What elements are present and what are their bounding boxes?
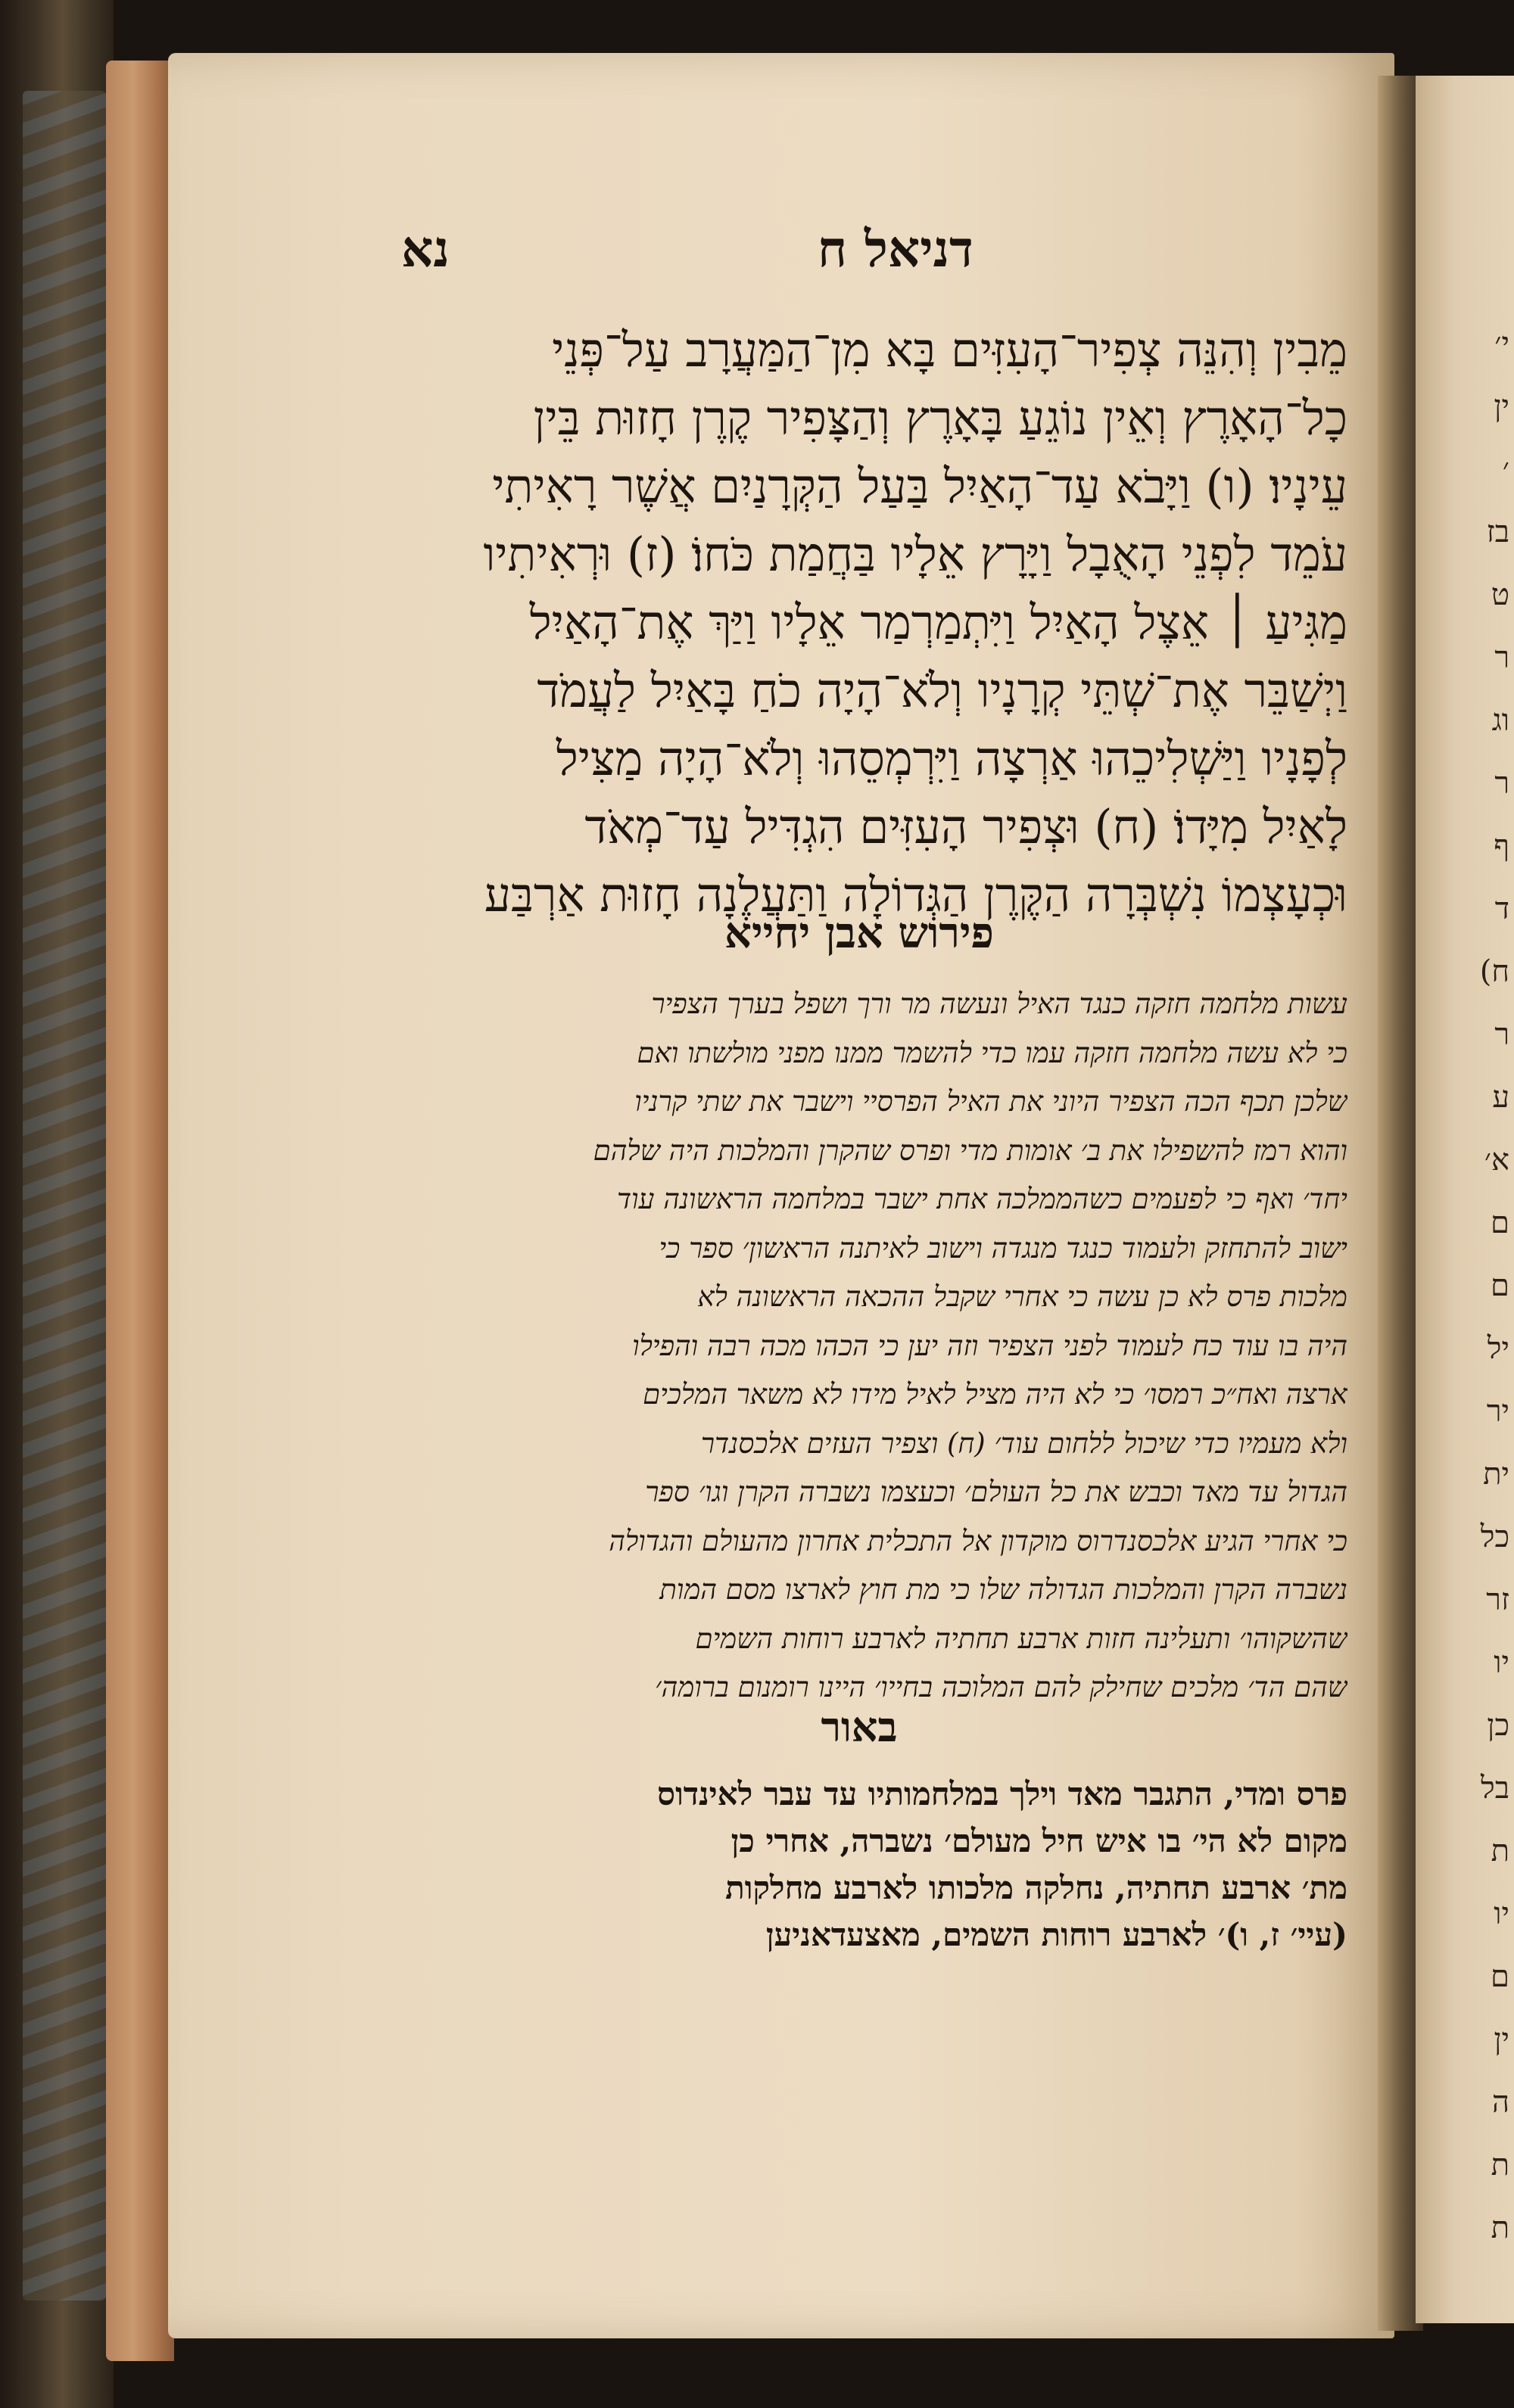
beur-title: באור xyxy=(821,1703,898,1751)
book-cover-left xyxy=(0,0,114,2408)
scripture-line: לָאַיִל מִיָּדוֹ׃ (ח) וּצְפִיר הָעִזִּים הִגְדִּיל עַד־מְאֹד xyxy=(584,799,1347,854)
commentary-line: יחד׳ ואף כי לפעמים כשהממלכה אחת ישבר במלחמה הראשונה עוד xyxy=(616,1183,1347,1215)
beur-line: פרס ומדי, התגבר מאד וילך במלחמותיו עד עבר לאינדוס xyxy=(657,1775,1347,1812)
commentary-title: פירוש אבן יחייא xyxy=(724,908,994,958)
facing-page-fragment: כן xyxy=(1487,1708,1509,1743)
commentary-line: ארצה ואח״כ רמסו׳ כי לא היה מציל לאיל מידו לא משאר המלכים xyxy=(643,1378,1347,1411)
facing-page-fragment: ט xyxy=(1491,577,1509,612)
facing-page-fragment: יו xyxy=(1494,1896,1509,1931)
commentary-line: כי לא עשה מלחמה חזקה עמו כדי להשמר ממנו מפני מולשתו ואם xyxy=(637,1036,1347,1069)
marbled-cover-pattern xyxy=(23,91,106,2301)
facing-page-fragment: בל xyxy=(1481,1771,1509,1806)
facing-page-fragment: ת xyxy=(1491,1834,1509,1868)
facing-page-fragment: ם xyxy=(1491,1206,1509,1240)
commentary-line: והוא רמז להשפילו את ב׳ אומות מדי ופרס שהקרן והמלכות היה שלהם xyxy=(593,1134,1347,1167)
facing-page-fragment: ין xyxy=(1494,389,1509,424)
facing-page-fragment: ר xyxy=(1494,640,1509,675)
page-header xyxy=(227,219,1363,288)
scripture-line: לְפָנָיו וַיַּשְׁלִיכֵהוּ אַרְצָה וַיִּרְמְסֵהוּ וְלֹא־הָיָה מַצִּיל xyxy=(556,731,1347,786)
commentary-line: מלכות פרס לא כן עשה כי אחרי שקבל ההכאה הראשונה לא xyxy=(697,1280,1347,1313)
facing-page-fragment: ית xyxy=(1483,1457,1509,1492)
scripture-line: עֹמֵד לִפְנֵי הָאֻבָל וַיָּרָץ אֵלָיו בַּחֲמַת כֹּחוֹ׃ (ז) וּרְאִיתִיו xyxy=(483,527,1347,582)
facing-page-fragment: ת xyxy=(1491,2148,1509,2182)
running-title: דניאל ח xyxy=(818,219,974,278)
scripture-text xyxy=(371,316,1347,929)
facing-page-fragment: כל xyxy=(1480,1520,1509,1554)
beur-line: מת׳ ארבע תחתיה, נחלקה מלכותו לארבע מחלקות xyxy=(725,1869,1347,1906)
facing-page-fragment: יל xyxy=(1487,1331,1509,1366)
facing-page-fragment: ם xyxy=(1491,1959,1509,1994)
facing-page-fragment: זר xyxy=(1486,1582,1509,1617)
scripture-line: כָל־הָאָרֶץ וְאֵין נוֹגֵעַ בָּאָרֶץ וְהַצָּפִיר קֶרֶן חָזוּת בֵּין xyxy=(533,390,1347,446)
scripture-line: מַגִּיעַ ׀ אֵצֶל הָאַיִל וַיִּתְמַרְמַר אֵלָיו וַיַּךְ אֶת־הָאַיִל xyxy=(529,595,1347,650)
commentary-line: ישוב להתחזק ולעמוד כנגד מנגדה וישוב לאיתנה הראשון׳ ספר כי xyxy=(659,1231,1347,1265)
facing-page-fragment: ם xyxy=(1491,1268,1509,1303)
facing-page-fragment: ע xyxy=(1492,1080,1509,1115)
facing-page-fragment: י׳ xyxy=(1494,326,1509,361)
facing-page-edge xyxy=(1416,76,1514,2323)
facing-page-fragment: ין xyxy=(1494,2022,1509,2057)
facing-page-fragment: ד xyxy=(1494,891,1509,926)
commentary-line: שהשקוהו׳ ותעלינה חזות ארבע תחתיה לארבע רוחות השמים xyxy=(695,1622,1347,1655)
commentary-line: כי אחרי הגיע אלכסנדרוס מוקדון אל התכלית אחרון מהעולם והגדולה xyxy=(609,1524,1347,1557)
beur-line: מקום לא הי׳ בו איש חיל מעולם׳ נשברה, אחרי כן xyxy=(731,1822,1347,1859)
beur-text xyxy=(371,1771,1347,1958)
facing-page-fragment: ׳ xyxy=(1502,452,1509,487)
facing-page-fragment: ר xyxy=(1494,766,1509,801)
commentary-line: עשות מלחמה חזקה כנגד האיל ונעשה מר ורך ושפל בערך הצפיר xyxy=(651,988,1347,1020)
commentary-line: שלכן תכף הכה הצפיר היוני את האיל הפרסיי וישבר את שתי קרניו xyxy=(634,1085,1347,1118)
facing-page-fragment: ה xyxy=(1491,2085,1509,2120)
scripture-line: עֵינָיו׃ (ו) וַיָּבֹא עַד־הָאַיִל בַּעַל הַקְּרָנַיִם אֲשֶׁר רָאִיתִי xyxy=(492,459,1347,514)
commentary-line: נשברה הקרן והמלכות הגדולה שלו כי מת חוץ לארצו מסם המות xyxy=(659,1573,1347,1606)
facing-page-fragment: א׳ xyxy=(1484,1143,1509,1178)
facing-page-fragment: יו xyxy=(1494,1645,1509,1680)
facing-page-fragment: ר xyxy=(1494,1017,1509,1052)
commentary-line: הגדול עד מאד וכבש את כל העולם׳ וכעצמו נשברה הקרן וגו׳ ספר xyxy=(645,1476,1347,1508)
facing-page-fragment: ת xyxy=(1491,2210,1509,2245)
commentary-line: שהם הד׳ מלכים שחילק להם המלוכה בחייו׳ היינו רומנום ברומה׳ xyxy=(655,1671,1347,1703)
page-edge-stack xyxy=(106,61,174,2361)
commentary-line: ולא מעמיו כדי שיכול ללחום עוד׳ (ח) וצפיר העזים אלכסנדר xyxy=(700,1426,1347,1460)
scripture-line: מֵבִין וְהִנֵּה צְפִיר־הָעִזִּים בָּא מִן־הַמַּעֲרָב עַל־פְּנֵי xyxy=(552,322,1347,378)
facing-page-fragment: וג xyxy=(1491,703,1509,738)
facing-page-fragment: בז xyxy=(1486,515,1509,549)
commentary-text xyxy=(371,980,1347,1713)
facing-page-fragment: ח) xyxy=(1479,954,1509,989)
leaf-number: נא xyxy=(401,219,450,278)
facing-page-fragment: ף xyxy=(1494,829,1509,863)
commentary-line: היה בו עוד כח לעמוד לפני הצפיר וזה יען כי הכהו מכה רבה והפילו xyxy=(632,1329,1347,1362)
scripture-line: וּכְעָצְמוֹ נִשְׁבְּרָה הַקֶּרֶן הַגְּדוֹלָה וַתַּעֲלֶנָה חָזוּת אַרְבַּע xyxy=(484,867,1347,922)
scripture-line: וַיְשַׁבֵּר אֶת־שְׁתֵּי קְרָנָיו וְלֹא־הָיָה כֹחַ בָּאַיִל לַעֲמֹד xyxy=(537,663,1347,718)
beur-line: (עיי׳ ז, ו)׳ לארבע רוחות השמים, מאצעדאניען xyxy=(765,1916,1347,1953)
facing-page-fragment: יר xyxy=(1486,1394,1509,1429)
